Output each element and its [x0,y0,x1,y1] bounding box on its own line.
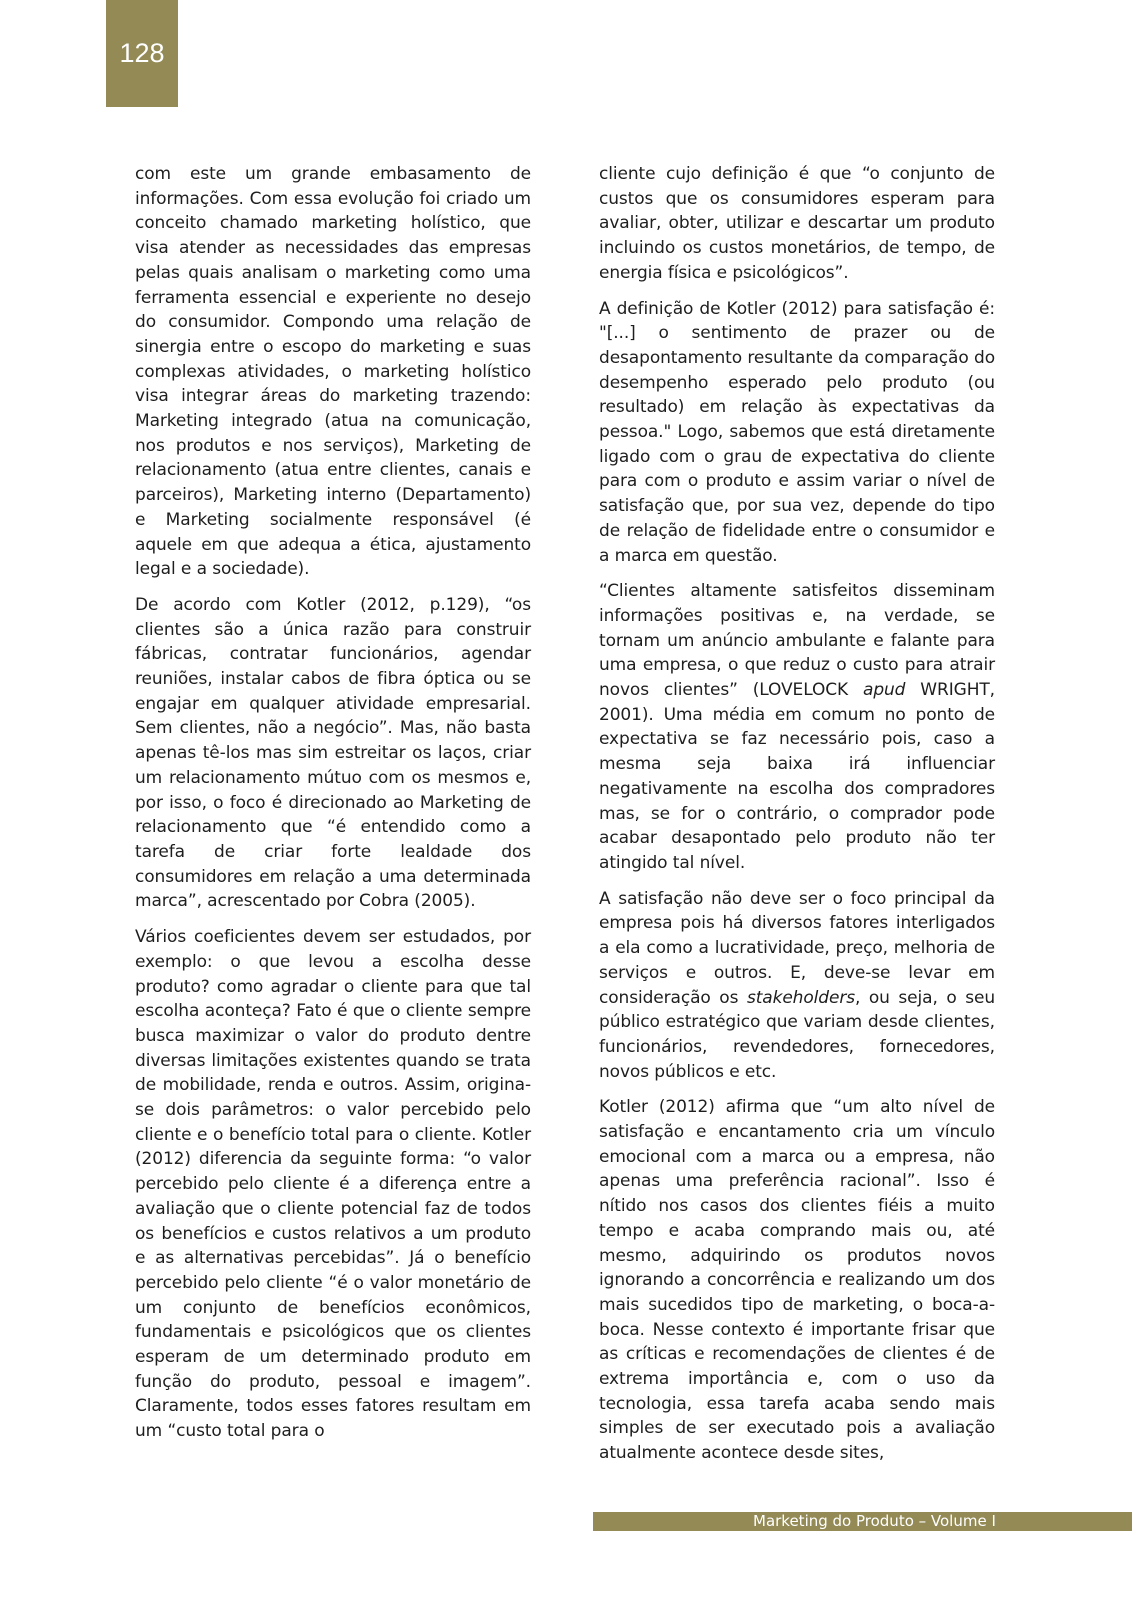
paragraph: Kotler (2012) afirma que “um alto nível de satisfação e encantamento cria um vínculo emocional com a marca ou a empresa, não apenas uma preferência racional”. Isso é nítido nos casos dos clientes fiéis a muito tempo e acaba comprando mais ou, até mesmo, adquirindo os produtos novos ignorando a concorrência e realizando um dos mais sucedidos tipo de marketing, o boca-a-boca. Nesse contexto é importante frisar que as críticas e recomendações de clientes é de extrema importância e, com o uso da tecnologia, essa tarefa acaba sendo mais simples de ser executado pois a avaliação atualmente acontece desde sites, [599,1097,995,1464]
text-run: A satisfação não deve ser o foco principal da empresa pois há diversos fatores interligados a ela como a lucratividade, preço, melhoria de serviços e outros. E, deve-se levar em consideração os [599,888,995,1008]
footer-title: Marketing do Produto – Volume I [753,1512,996,1530]
left-column [135,162,531,1455]
paragraph [599,887,995,1085]
paragraph: com este um grande embasamento de informações. Com essa evolução foi criado um conceito chamado marketing holístico, que visa atender as necessidades das empresas pelas quais analisam o marketing como uma ferramenta essencial e experiente no desejo do consumidor. Compondo uma relação de sinergia entre o escopo do marketing e suas complexas atividades, o marketing holístico visa integrar áreas do marketing trazendo: Marketing integrado (atua na comunicação, nos produtos e nos serviços), Marketing de relacionamento (atua entre clientes, canais e parceiros), Marketing interno (Departamento) e Marketing socialmente responsável (é aquele em que adequa a ética, ajustamento legal e a sociedade). [135,164,531,580]
italic-term: stakeholders [746,987,855,1008]
paragraph: cliente cujo definição é que “o conjunto de custos que os consumidores esperam para avaliar, obter, utilizar e descartar um produto incluindo os custos monetários, de tempo, de energia física e psicológicos”. [599,164,995,283]
italic-term: apud [863,680,906,701]
text-run: “Clientes altamente satisfeitos disseminam informações positivas e, na verdade, se tornam um anúncio ambulante e falante para uma empresa, o que reduz o custo para atrair novos clientes” (LOVELOCK [599,581,995,701]
paragraph: Vários coeficientes devem ser estudados, por exemplo: o que levou a escolha desse produto? como agradar o cliente para que tal escolha aconteça? Fato é que o cliente sempre busca maximizar o valor do produto dentre diversas limitações existentes quando se trata de mobilidade, renda e outros. Assim, origina-se dois parâmetros: o valor percebido pelo cliente e o benefício total para o cliente. Kotler (2012) diferencia da seguinte forma: “o valor percebido pelo cliente é a diferença entre a avaliação que o cliente potencial faz de todos os benefícios e custos relativos a um produto e as alternativas percebidas”. Já o benefício percebido pelo cliente “é o valor monetário de um conjunto de benefícios econômicos, fundamentais e psicológicos que os clientes esperam de um determinado produto em função do produto, pessoal e imagem”. Claramente, todos esses fatores resultam em um “custo total para o [135,927,531,1442]
page-number: 128 [106,0,178,107]
right-column [599,162,995,1477]
text-run: , ou seja, o seu público estratégico que variam desde clientes, funcionários, revendedores, fornecedores, novos públicos e etc. [599,987,995,1082]
paragraph [599,579,995,875]
footer-bar [593,1512,1132,1531]
paragraph: De acordo com Kotler (2012, p.129), “os clientes são a única razão para construir fábricas, contratar funcionários, agendar reuniões, instalar cabos de fibra óptica ou se engajar em qualquer atividade empresarial. Sem clientes, não a negócio”. Mas, não basta apenas tê-los mas sim estreitar os laços, criar um relacionamento mútuo com os mesmos e, por isso, o foco é direcionado ao Marketing de relacionamento que “é entendido como a tarefa de criar forte lealdade dos consumidores em relação a uma determinada marca”, acrescentado por Cobra (2005). [135,594,531,912]
text-run: WRIGHT, 2001). Uma média em comum no ponto de expectativa se faz necessário pois, caso a mesma seja baixa irá influenciar negativamente na escolha dos compradores mas, se for o contrário, o comprador pode acabar desapontado pelo produto não ter atingido tal nível. [599,680,995,873]
paragraph: A definição de Kotler (2012) para satisfação é: "[...] o sentimento de prazer ou de desapontamento resultante da comparação do desempenho esperado pelo produto (ou resultado) em relação às expectativas da pessoa." Logo, sabemos que está diretamente ligado com o grau de expectativa do cliente para com o produto e assim variar o nível de satisfação que, por sua vez, depende do tipo de relação de fidelidade entre o consumidor e a marca em questão. [599,298,995,566]
